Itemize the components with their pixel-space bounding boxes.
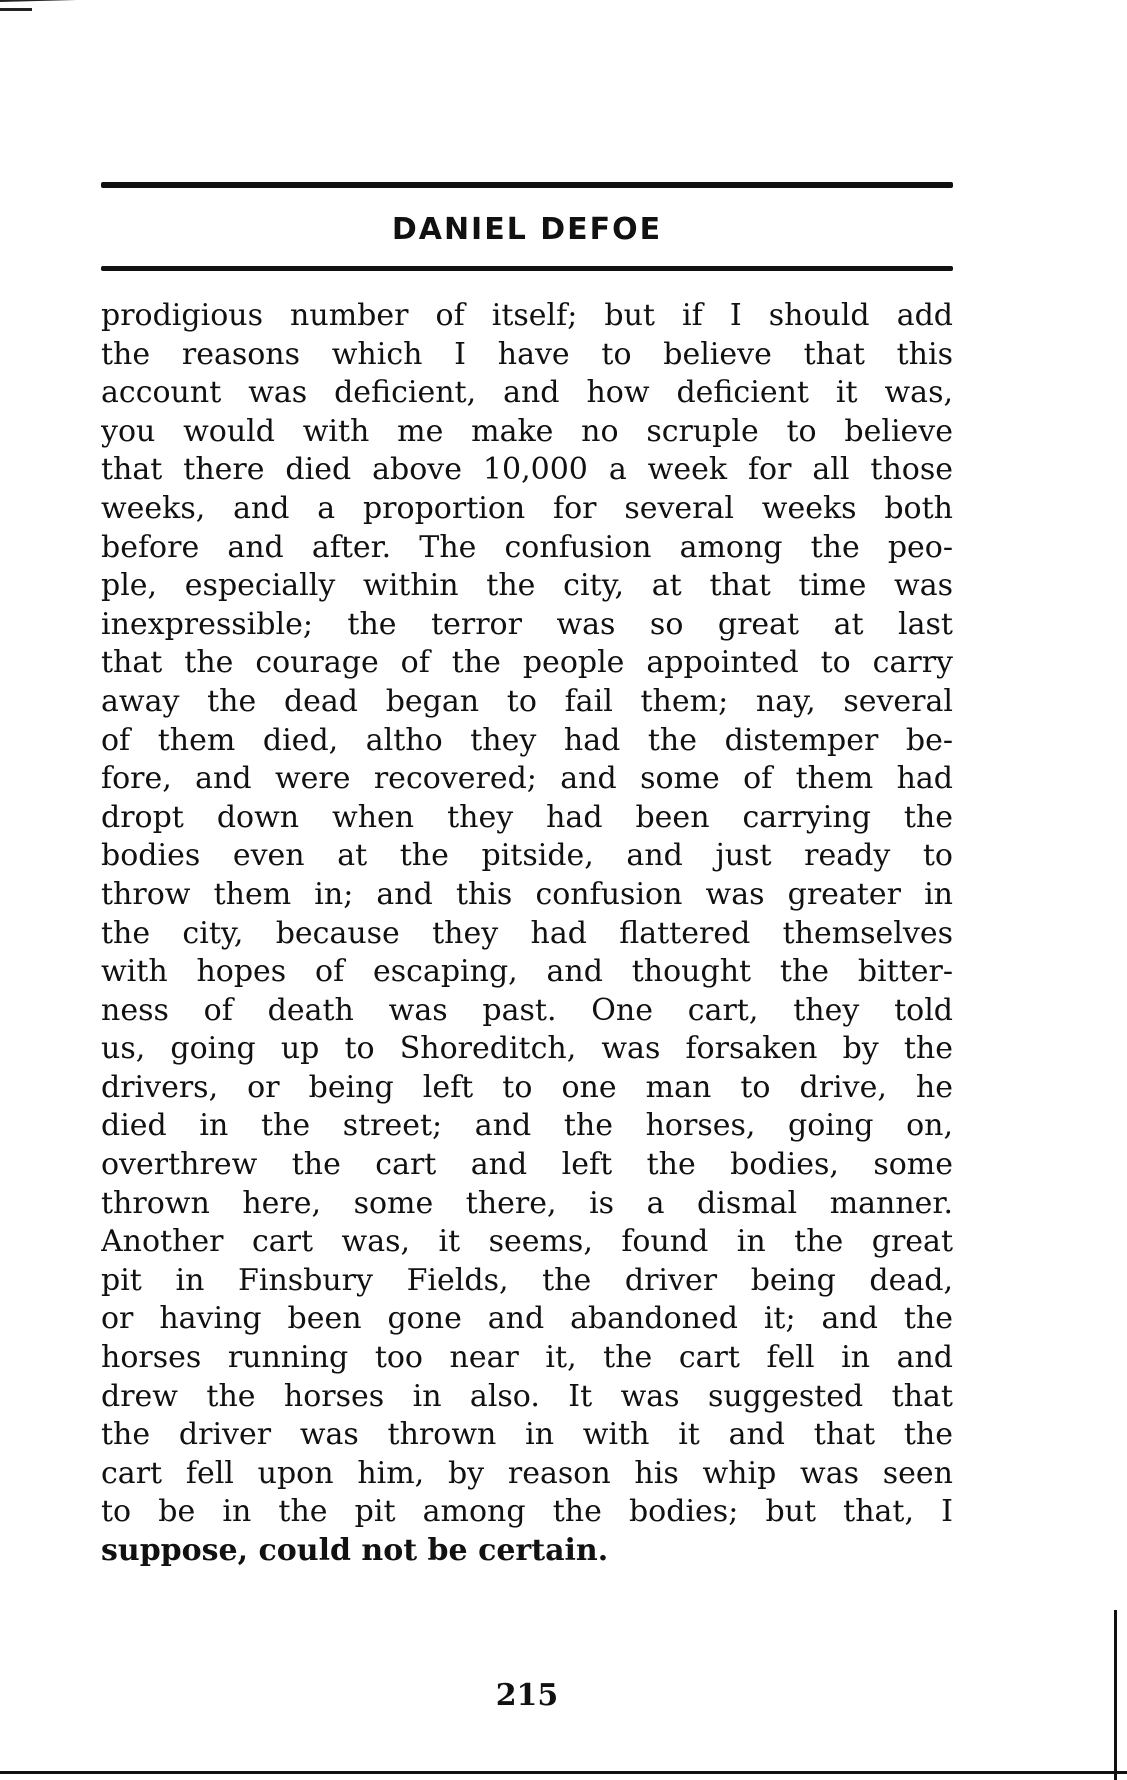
page-number: 215 xyxy=(495,1678,559,1713)
text-line: drew the horses in also. It was suggested that xyxy=(101,1378,953,1414)
text-line: overthrew the cart and left the bodies, some xyxy=(101,1147,953,1183)
text-line: cart fell upon him, by reason his whip was seen xyxy=(101,1455,953,1491)
text-line: inexpressible; the terror was so great at last xyxy=(101,606,953,642)
text-line: horses running too near it, the cart fell in and xyxy=(101,1340,953,1376)
text-line: fore, and were recovered; and some of them had xyxy=(101,761,953,797)
scan-artifact-corner xyxy=(0,8,32,11)
text-line: that there died above 10,000 a week for all those xyxy=(101,452,953,488)
text-line: us, going up to Shoreditch, was forsaken by the xyxy=(101,1031,953,1067)
text-line: bodies even at the pitside, and just ready to xyxy=(101,838,953,874)
text-line: of them died, altho they had the distemper be- xyxy=(101,722,953,758)
scan-artifact-top xyxy=(0,0,120,2)
text-line: dropt down when they had been carrying the xyxy=(101,799,953,835)
text-line: prodigious number of itself; but if I should add xyxy=(101,298,953,333)
body-text xyxy=(101,297,953,1571)
text-line: before and after. The confusion among the peo- xyxy=(101,529,953,565)
text-line: ple, especially within the city, at that time was xyxy=(101,568,953,604)
text-line: account was deficient, and how deficient it was, xyxy=(101,375,953,411)
text-line: ness of death was past. One cart, they told xyxy=(101,992,953,1028)
text-line: thrown here, some there, is a dismal manner. xyxy=(101,1185,953,1221)
text-line: died in the street; and the horses, going on, xyxy=(101,1108,953,1144)
text-line: Another cart was, it seems, found in the great xyxy=(101,1224,953,1260)
text-line: drivers, or being left to one man to drive, he xyxy=(101,1069,953,1105)
text-line: the reasons which I have to believe that this xyxy=(101,336,953,372)
text-line: the city, because they had flattered themselves xyxy=(101,915,953,951)
running-head: DANIEL DEFOE xyxy=(391,212,663,247)
header-rule-bottom xyxy=(101,266,953,271)
text-line: pit in Finsbury Fields, the driver being dead, xyxy=(101,1262,953,1298)
scan-artifact-bottom-edge xyxy=(0,1771,1127,1774)
text-line: throw them in; and this confusion was greater in xyxy=(101,876,953,912)
text-line: that the courage of the people appointed to carry xyxy=(101,645,953,681)
text-line: away the dead began to fail them; nay, several xyxy=(101,683,953,719)
header-rule-top xyxy=(101,182,953,188)
text-line: with hopes of escaping, and thought the bitter- xyxy=(101,954,953,990)
text-line: weeks, and a proportion for several weeks both xyxy=(101,490,953,526)
text-line: or having been gone and abandoned it; and the xyxy=(101,1301,953,1337)
scan-artifact-right-edge xyxy=(1114,1610,1117,1780)
text-line: you would with me make no scruple to believe xyxy=(101,413,953,449)
text-line: to be in the pit among the bodies; but that, I xyxy=(101,1494,953,1530)
text-line: the driver was thrown in with it and that the xyxy=(101,1417,953,1453)
text-line: suppose, could not be certain. xyxy=(101,1533,609,1568)
